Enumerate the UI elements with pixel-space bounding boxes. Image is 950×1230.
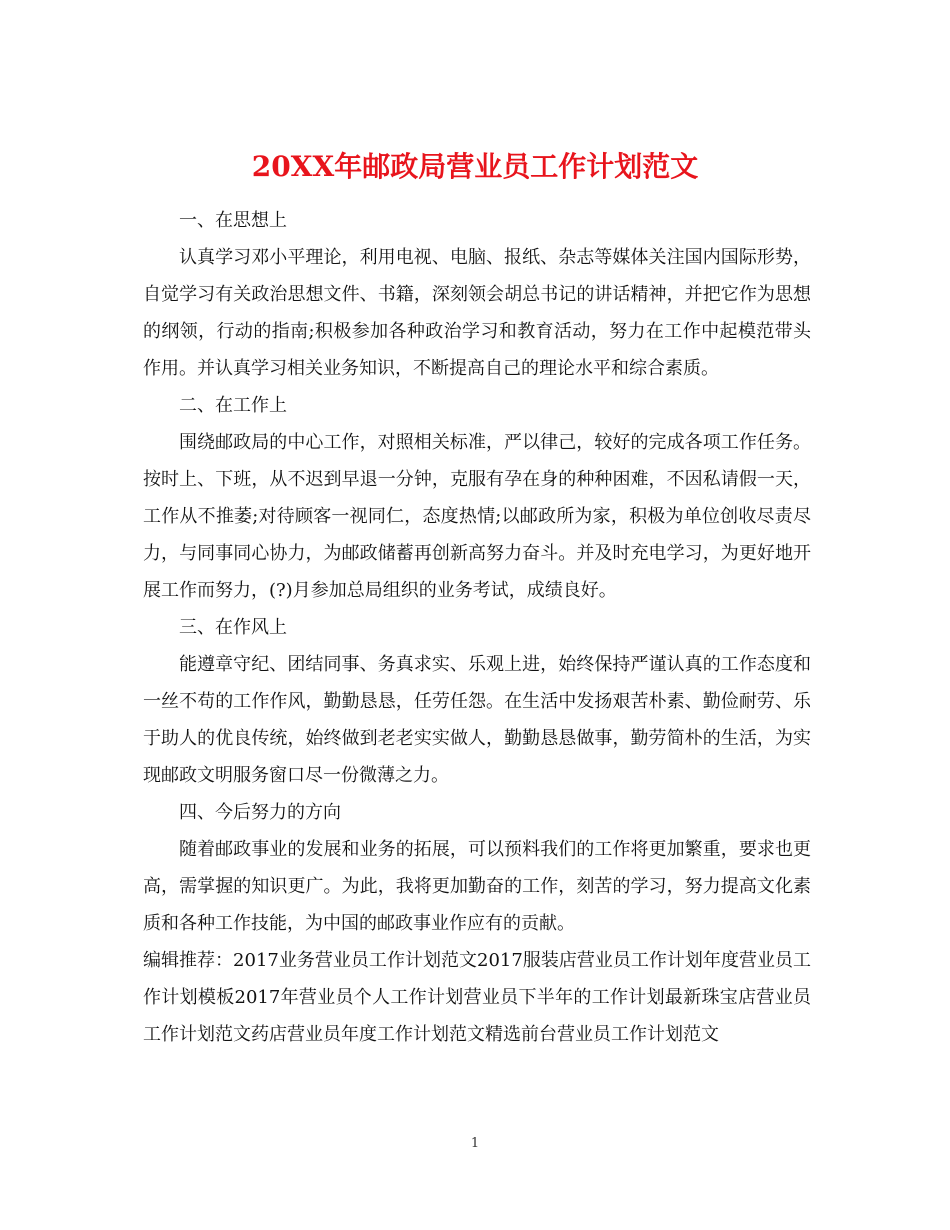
section-paragraph-1: 认真学习邓小平理论，利用电视、电脑、报纸、杂志等媒体关注国内国际形势，自觉学习有关政治思想文件、书籍，深刻领会胡总书记的讲话精神，并把它作为思想的纲领，行动的指南;积极参加各种政治学习和教育活动，努力在工作中起模范带头作用。并认真学习相关业务知识，不断提高自己的理论水平和综合素质。 [143, 247, 811, 379]
editor-recommendation: 编辑推荐：2017业务营业员工作计划范文2017服装店营业员工作计划年度营业员工作计划模板2017年营业员个人工作计划营业员下半年的工作计划最新珠宝店营业员工作计划范文药店营业员年度工作计划范文精选前台营业员工作计划范文 [143, 950, 811, 1045]
section-heading-2: 二、在工作上 [179, 395, 287, 416]
document-body [143, 202, 811, 1053]
document-title: 20XX年邮政局营业员工作计划范文 [251, 149, 699, 183]
section-paragraph-2: 围绕邮政局的中心工作，对照相关标准，严以律己，较好的完成各项工作任务。按时上、下班，从不迟到早退一分钟，克服有孕在身的种种困难，不因私请假一天，工作从不推萎;对待顾客一视同仁，态度热情;以邮政所为家，积极为单位创收尽责尽力，与同事同心协力，为邮政储蓄再创新高努力奋斗。并及时充电学习，为更好地开展工作而努力，(?)月参加总局组织的业务考试，成绩良好。 [143, 432, 811, 601]
section-heading-3: 三、在作风上 [179, 617, 287, 638]
page-number: 1 [470, 1136, 480, 1151]
section-heading-4: 四、今后努力的方向 [179, 802, 341, 823]
section-paragraph-3: 能遵章守纪、团结同事、务真求实、乐观上进，始终保持严谨认真的工作态度和一丝不苟的工作作风，勤勤恳恳，任劳任怨。在生活中发扬艰苦朴素、勤俭耐劳、乐于助人的优良传统，始终做到老老实实做人，勤勤恳恳做事，勤劳简朴的生活，为实现邮政文明服务窗口尽一份微薄之力。 [143, 654, 811, 786]
section-paragraph-4: 随着邮政事业的发展和业务的拓展，可以预料我们的工作将更加繁重，要求也更高，需掌握的知识更广。为此，我将更加勤奋的工作，刻苦的学习，努力提高文化素质和各种工作技能，为中国的邮政事业作应有的贡献。 [143, 839, 811, 934]
section-heading-1: 一、在思想上 [179, 210, 287, 231]
